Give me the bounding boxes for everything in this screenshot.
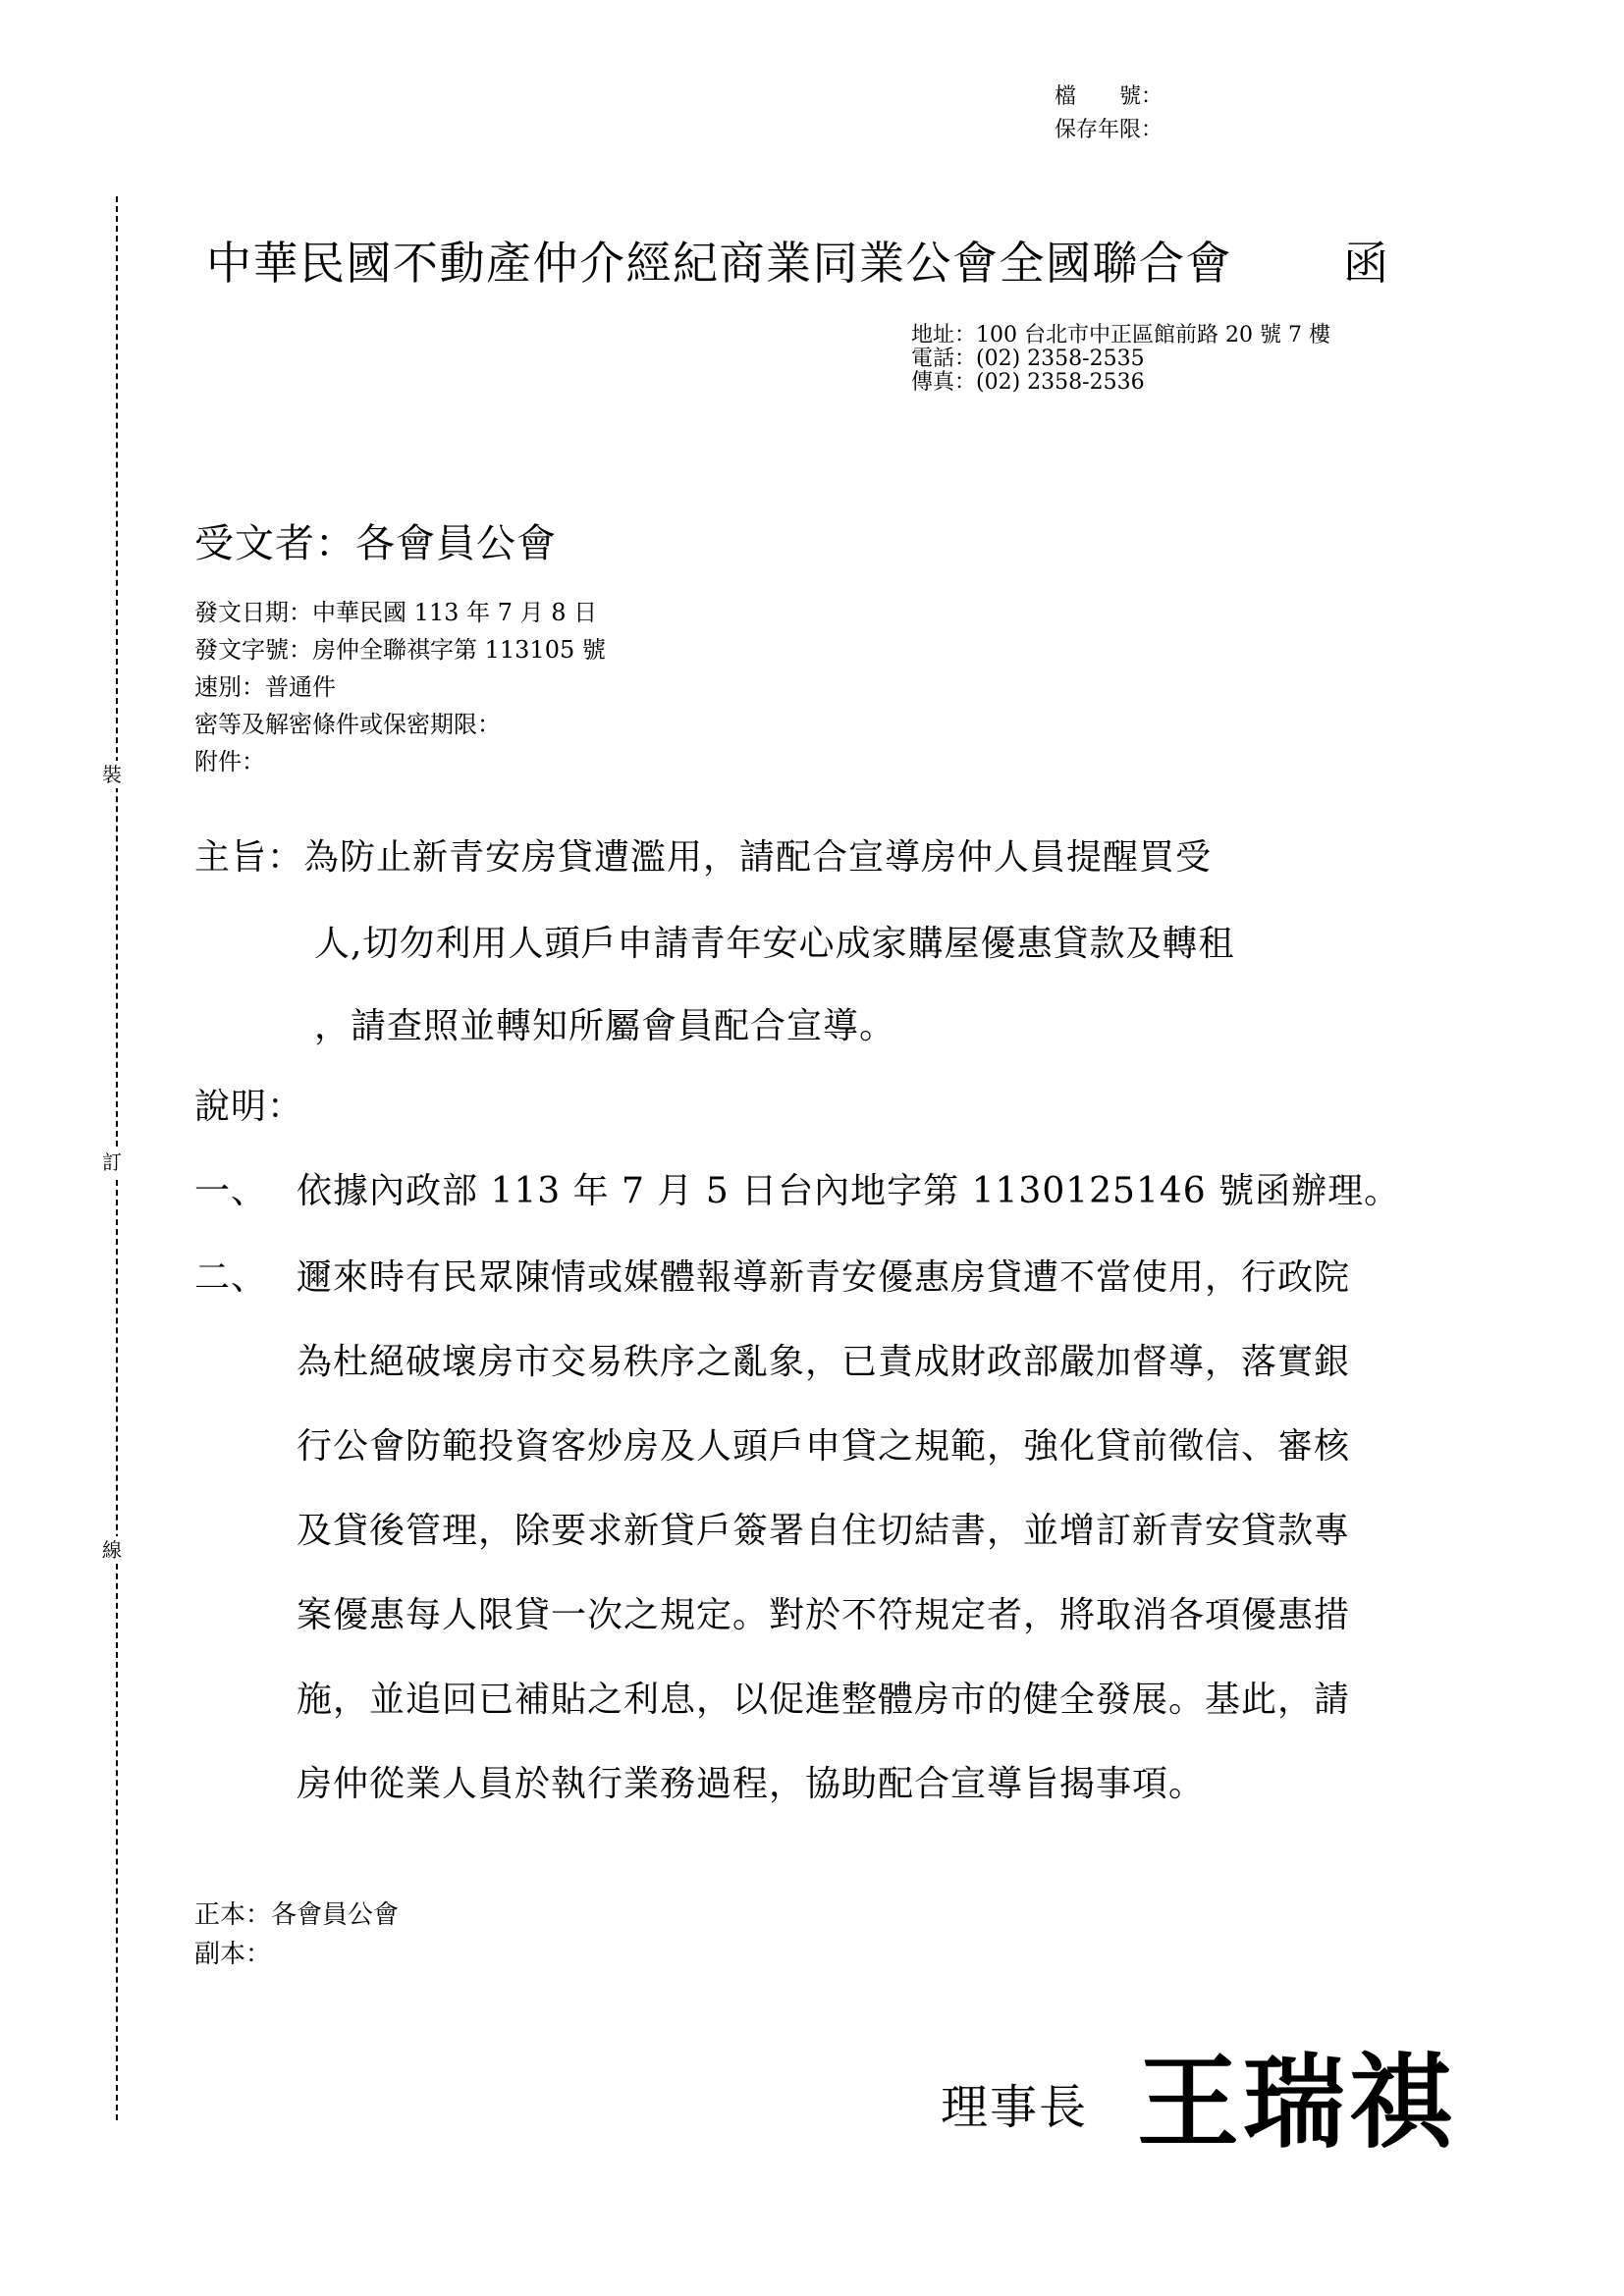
item-2-line: 及貸後管理，除要求新貸戶簽署自住切結書，並增訂新青安貸款專 xyxy=(297,1511,1351,1551)
item-2-line: 施，並追回已補貼之利息，以促進整體房市的健全發展。基此，請 xyxy=(297,1680,1351,1720)
item-2-line: 案優惠每人限貸一次之規定。對於不符規定者，將取消各項優惠措 xyxy=(297,1595,1351,1635)
attachment: 附件： xyxy=(194,748,265,775)
copy-recipient: 副本： xyxy=(194,1940,272,1969)
file-number-label: 檔 號： xyxy=(1055,84,1164,109)
subject-line-2: 人,切勿利用人頭戶申請青年安心成家購屋優惠貸款及轉租 xyxy=(314,924,1235,964)
binding-mark-ding: 訂 xyxy=(102,1150,122,1174)
signatory-name: 王瑞祺 xyxy=(1137,2042,1456,2163)
binding-mark-zhuang: 裝 xyxy=(102,763,122,786)
signatory-title: 理事長 xyxy=(941,2080,1089,2135)
item-1-text: 依據內政部 113 年 7 月 5 日台內地字第 1130125146 號函辦理。 xyxy=(297,1171,1401,1211)
document-type: 函 xyxy=(1343,237,1388,290)
organization-title: 中華民國不動產仲介經紀商業同業公會全國聯合會 xyxy=(206,237,1232,290)
binding-mark-xian: 線 xyxy=(102,1538,122,1562)
subject-line-3: ，請查照並轉知所屬會員配合宣導。 xyxy=(314,1006,896,1046)
item-2-line: 行公會防範投資客炒房及人頭戶申貸之規範，強化貸前徵信、審核 xyxy=(297,1426,1351,1467)
item-2-marker: 二、 xyxy=(194,1257,268,1298)
item-2-line: 為杜絕破壞房市交易秩序之亂象，已責成財政部嚴加督導，落實銀 xyxy=(297,1342,1351,1382)
recipient: 受文者：各會員公會 xyxy=(194,521,557,566)
reference-number: 發文字號：房仲全聯祺字第 113105 號 xyxy=(194,636,606,664)
retention-period-label: 保存年限： xyxy=(1055,118,1164,142)
item-2-line: 邇來時有民眾陳情或媒體報導新青安優惠房貸遭不當使用，行政院 xyxy=(297,1257,1351,1298)
original-recipient: 正本：各會員公會 xyxy=(194,1900,400,1930)
explanation-heading: 說明： xyxy=(194,1087,304,1127)
secrecy-level: 密等及解密條件或保密期限： xyxy=(194,711,501,738)
issue-date: 發文日期：中華民國 113 年 7 月 8 日 xyxy=(194,599,598,626)
address: 地址：100 台北市中正區館前路 20 號 7 樓 xyxy=(911,323,1330,347)
phone: 電話：(02) 2358-2535 xyxy=(911,347,1145,371)
delivery-speed: 速別：普通件 xyxy=(194,673,336,701)
item-1-marker: 一、 xyxy=(194,1171,268,1211)
item-2-line: 房仲從業人員於執行業務過程，協助配合宣導旨揭事項。 xyxy=(297,1764,1206,1804)
fax: 傳真：(02) 2358-2536 xyxy=(911,370,1145,395)
subject-line-1: 主旨：為防止新青安房貸遭濫用，請配合宣導房仲人員提醒買受 xyxy=(194,837,1213,878)
